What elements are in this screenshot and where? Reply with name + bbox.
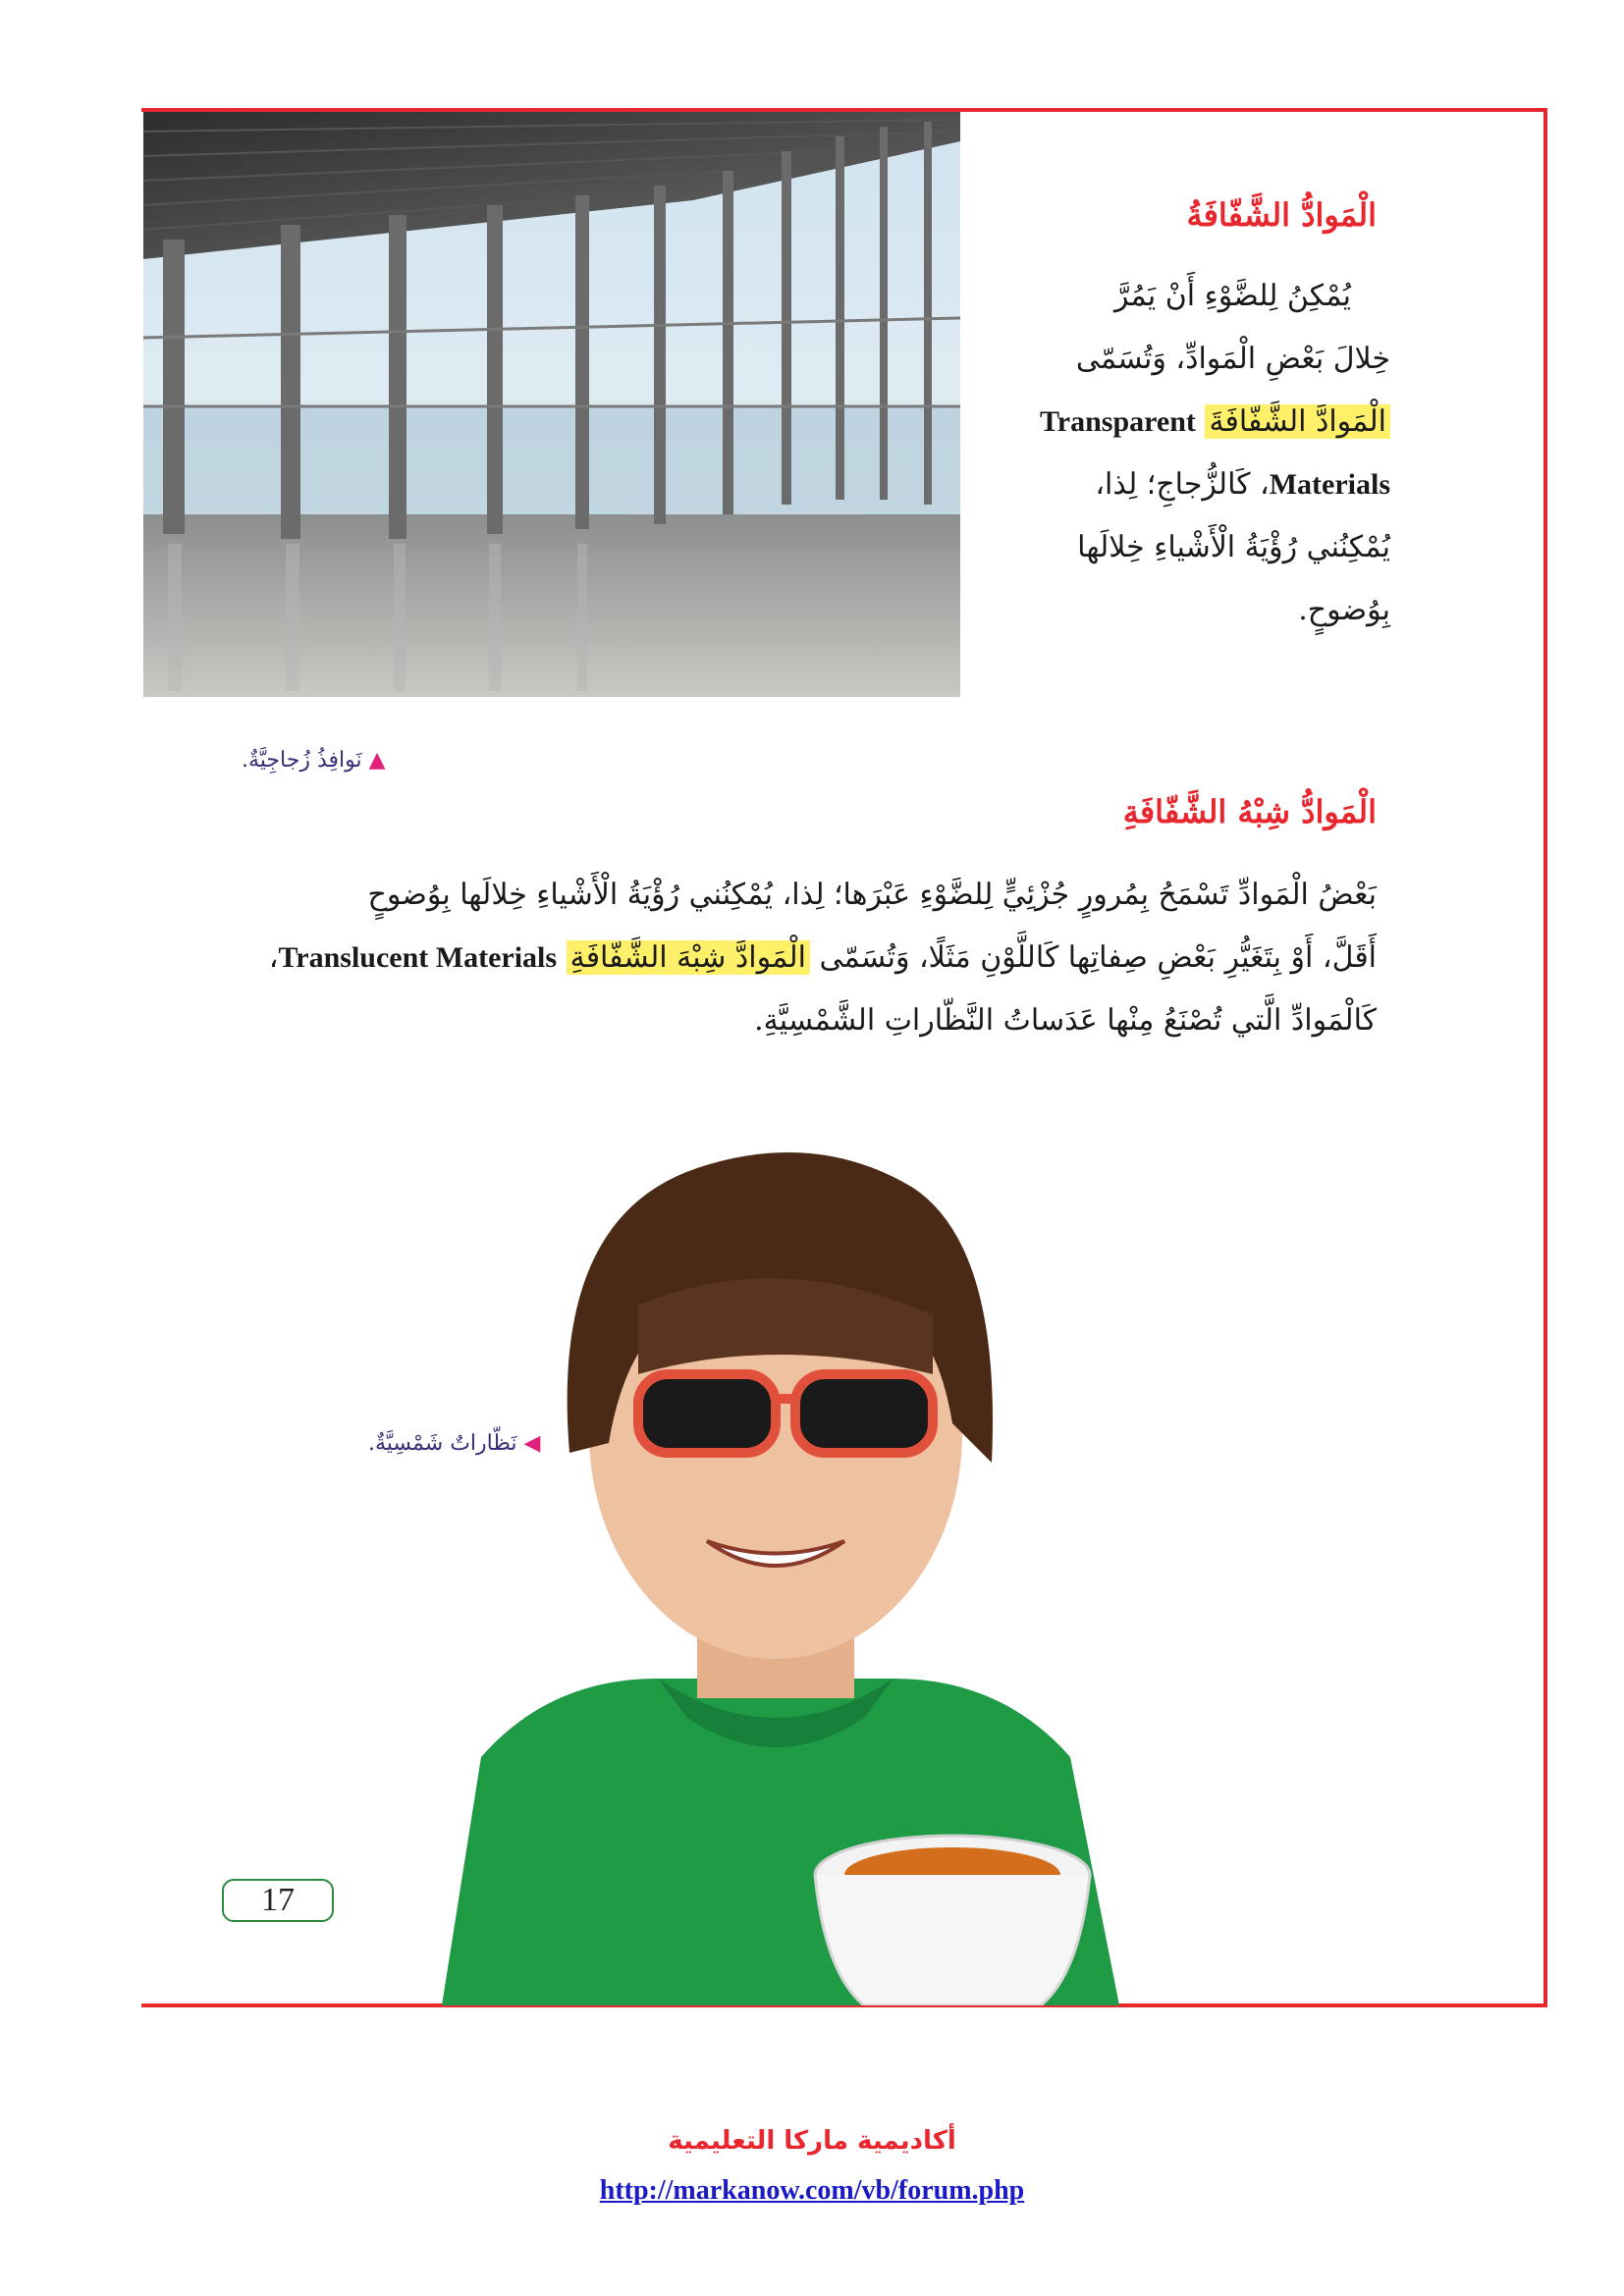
boy-sunglasses-photo [403, 1129, 1149, 2005]
page-number: 17 [222, 1879, 334, 1922]
paragraph-transparent [998, 265, 1390, 642]
footer-academy-name: أكاديمية ماركا التعليمية [668, 2126, 956, 2156]
paragraph-translucent [218, 864, 1377, 1052]
caption-text: نَظّاراتٌ شَمْسِيَّةٌ. [368, 1431, 517, 1456]
caption-text: نَوافِذُ زُجاجِيَّةٌ. [242, 748, 362, 773]
paragraph-line [218, 927, 1377, 989]
english-term: Translucent Materials [278, 941, 558, 974]
section-heading-translucent: الْمَوادُّ شِبْهُ الشَّفّافَةِ [1122, 793, 1377, 830]
paragraph-text: ، كَالزُّجاجِ؛ لِذا، [1095, 467, 1270, 502]
paragraph-line [998, 454, 1390, 516]
paragraph-line: يُمْكِنُني رُؤْيَةُ الْأَشْياءِ خِلالَها [1077, 530, 1390, 564]
section-heading-transparent: الْمَوادُّ الشَّفّافَةُ [1186, 196, 1377, 234]
triangle-marker-icon: ▲ [368, 748, 386, 773]
photo-caption-windows [242, 748, 386, 773]
paragraph-text: ، [268, 940, 279, 975]
paragraph-text: أَقَلَّ، أَوْ بِتَغَيُّرِ بَعْضِ صِفاتِها كَاللَّوْنِ مَثَلًا، وَتُسَمّى [819, 940, 1377, 975]
glass-windows-photo [143, 112, 960, 697]
paragraph-line: خِلالَ بَعْضِ الْمَوادِّ، وَتُسَمّى [1075, 342, 1390, 376]
footer-forum-link[interactable]: http://markanow.com/vb/forum.php [599, 2175, 1025, 2206]
photo-caption-sunglasses [368, 1431, 540, 1456]
paragraph-line: يُمْكِنُ لِلضَّوْءِ أَنْ يَمُرَّ [1113, 279, 1351, 313]
english-term: Materials [1269, 468, 1390, 501]
triangle-marker-icon: ◀ [523, 1431, 541, 1456]
paragraph-line: بَعْضُ الْمَوادِّ تَسْمَحُ بِمُرورٍ جُزْئِيٍّ لِلضَّوْءِ عَبْرَها؛ لِذا، يُمْكِنُني رُؤْيَةُ الْأَشْياءِ خِلالَها بِوُضوحٍ [367, 878, 1377, 912]
paragraph-line: كَالْمَوادِّ الَّتي تُصْنَعُ مِنْها عَدَساتُ النَّظّاراتِ الشَّمْسِيَّةِ. [754, 1003, 1377, 1038]
paragraph-line [998, 391, 1390, 454]
highlighted-term: الْمَوادَّ شِبْهَ الشَّفّافَةِ [567, 940, 810, 975]
paragraph-line: بِوُضوحٍ. [1298, 593, 1390, 627]
english-term: Transparent [1040, 405, 1196, 438]
highlighted-term: الْمَوادَّ الشَّفّافَةَ [1205, 404, 1390, 439]
